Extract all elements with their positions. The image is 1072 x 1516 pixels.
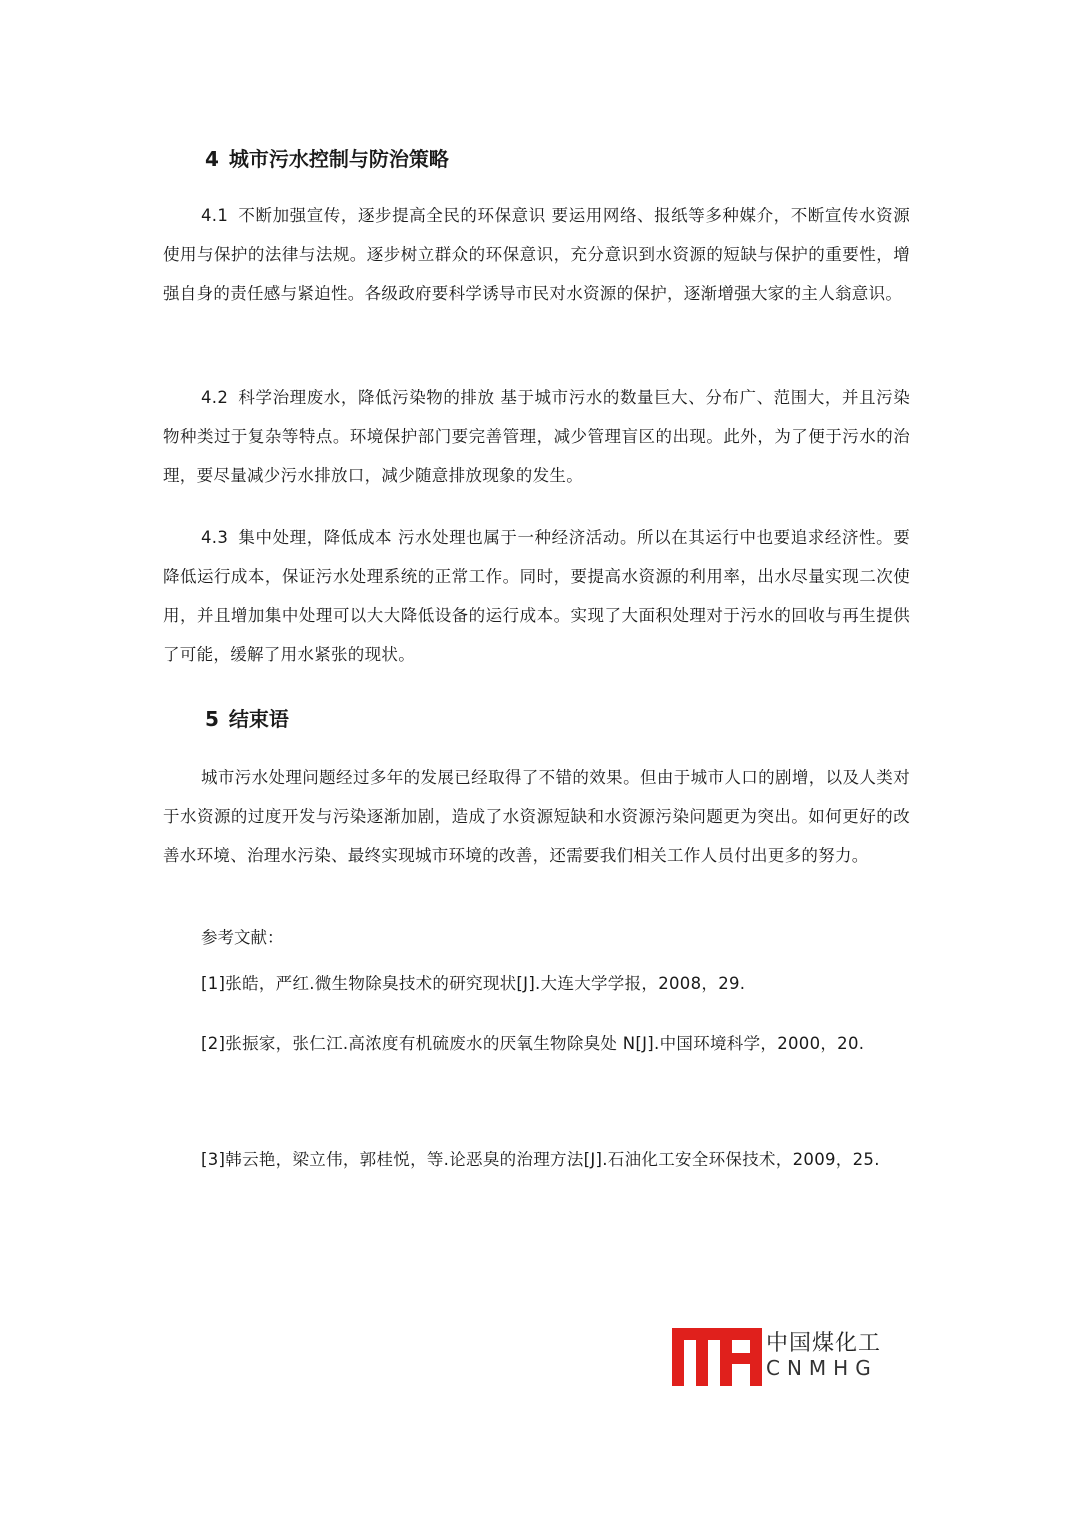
logo-name-en: CNMHG bbox=[766, 1356, 878, 1380]
paragraph-text: 集中处理，降低成本 污水处理也属于一种经济活动。所以在其运行中也要追求经济性。要降低运行成本，保证污水处理系统的正常工作。同时，要提高水资源的利用率，出水尽量实现二次使用，并且增加集中处理可以大大降低设备的运行成本。实现了大面积处理对于污水的回收与再生提供了可能，缓解了用水紧张的现状。 bbox=[163, 528, 910, 664]
paragraph-4-3 bbox=[163, 518, 910, 674]
conclusion-paragraph: 城市污水处理问题经过多年的发展已经取得了不错的效果。但由于城市人口的剧增，以及人类对于水资源的过度开发与污染逐渐加剧，造成了水资源短缺和水资源污染问题更为突出。如何更好的改善水环境、治理水污染、最终实现城市环境的改善，还需要我们相关工作人员付出更多的努力。 bbox=[163, 768, 910, 865]
paragraph-4-2 bbox=[163, 378, 910, 495]
subsection-number: 4.1 bbox=[201, 206, 229, 225]
section-title: 结束语 bbox=[228, 707, 289, 731]
section-title: 城市污水控制与防治策略 bbox=[228, 147, 449, 171]
section-number: 4 bbox=[205, 147, 219, 171]
reference-item-3: [3]韩云艳，梁立伟，郭桂悦，等.论恶臭的治理方法[J].石油化工安全环保技术，2009，25. bbox=[201, 1150, 880, 1169]
paragraph-text: 不断加强宣传，逐步提高全民的环保意识 要运用网络、报纸等多种媒介，不断宣传水资源使用与保护的法律与法规。逐步树立群众的环保意识，充分意识到水资源的短缺与保护的重要性，增强自身的责任感与紧迫性。各级政府要科学诱导市民对水资源的保护，逐渐增强大家的主人翁意识。 bbox=[163, 206, 910, 303]
logo-name-cn: 中国煤化工 bbox=[766, 1331, 882, 1356]
subsection-number: 4.2 bbox=[201, 388, 229, 407]
section-4-heading bbox=[205, 145, 952, 173]
paragraph-4-1 bbox=[163, 196, 910, 313]
section-5-heading bbox=[205, 705, 952, 733]
logo-mark bbox=[672, 1328, 762, 1386]
references-title: 参考文献： bbox=[201, 928, 284, 947]
reference-item-1: [1]张皓，严红.微生物除臭技术的研究现状[J].大连大学学报，2008，29. bbox=[201, 974, 746, 993]
paragraph-text: 科学治理废水，降低污染物的排放 基于城市污水的数量巨大、分布广、范围大，并且污染物种类过于复杂等特点。环境保护部门要完善管理，减少管理盲区的出现。此外，为了便于污水的治理，要尽量减少污水排放口，减少随意排放现象的发生。 bbox=[163, 388, 910, 485]
reference-item-2: [2]张振家，张仁江.高浓度有机硫废水的厌氧生物除臭处 N[J].中国环境科学，2000，20. bbox=[201, 1034, 865, 1053]
subsection-number: 4.3 bbox=[201, 528, 229, 547]
section-number: 5 bbox=[205, 707, 219, 731]
